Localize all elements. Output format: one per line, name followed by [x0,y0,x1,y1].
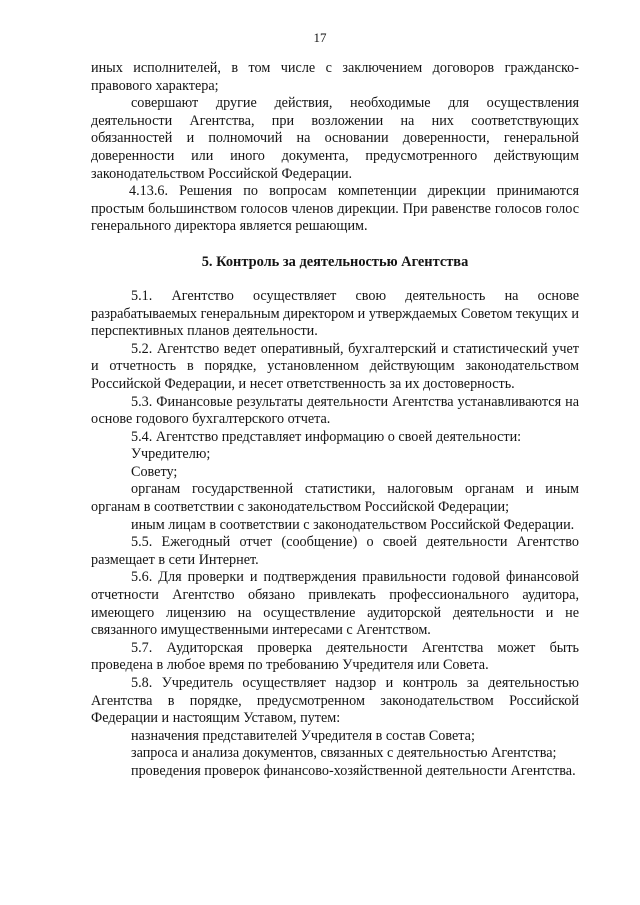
list-item-other-persons: иным лицам в соответствии с законодательством Российской Федерации. [131,516,575,533]
paragraph-5-5: 5.5. Ежегодный отчет (сообщение) о своей деятельности Агентство размещает в сети Интернет. [91,534,579,568]
list-item-founder: Учредителю; [131,446,211,463]
list-item-council: Совету; [131,463,178,480]
list-item-request-documents: запроса и анализа документов, связанных с деятельностью Агентства; [131,745,557,762]
list-item-statistics-bodies: органам государственной статистики, налоговым органам и иным органам в соответствии с законодательством Российской Федерации; [91,481,579,516]
paragraph-4-13-6: 4.13.6. Решения по вопросам компетенции дирекции принимаются простым большинством голосов членов дирекции. При равенстве голосов голос генерального директора является решающим. [91,183,579,235]
list-item-appoint-representatives: назначения представителей Учредителя в состав Совета; [131,727,475,744]
paragraph-5-4: 5.4. Агентство представляет информацию о своей деятельности: [131,428,522,445]
document-body [91,60,579,781]
paragraph-5-3: 5.3. Финансовые результаты деятельности Агентства устанавливаются на основе годового бухгалтерского отчета. [91,393,579,428]
paragraph-continuation: иных исполнителей, в том числе с заключением договоров гражданско-правового характера; [91,60,579,94]
section-heading-5: 5. Контроль за деятельностью Агентства [201,253,469,270]
paragraph-5-2: 5.2. Агентство ведет оперативный, бухгалтерский и статистический учет и отчетность в порядке, установленном действующим законодательством Российской Федерации, и несет ответственность за их достоверность. [91,340,579,392]
paragraph-5-8: 5.8. Учредитель осуществляет надзор и контроль за деятельностью Агентства в порядке, предусмотренном законодательством Российской Федерации и настоящим Уставом, путем: [91,675,579,727]
page-number: 17 [313,30,327,45]
list-item-audits: проведения проверок финансово-хозяйственной деятельности Агентства. [131,762,576,779]
paragraph-5-1: 5.1. Агентство осуществляет свою деятельность на основе разрабатываемых генеральным директором и утверждаемых Советом текущих и перспективных планов деятельности. [91,287,579,340]
paragraph-other-actions: совершают другие действия, необходимые для осуществления деятельности Агентства, при возложении на них соответствующих обязанностей и полномочий на основании доверенности, генеральной доверенности или иного документа, предусмотренного действующим законодательством Российской Федерации. [91,95,579,182]
paragraph-5-7: 5.7. Аудиторская проверка деятельности Агентства может быть проведена в любое время по требованию Учредителя или Совета. [91,639,579,674]
paragraph-5-6: 5.6. Для проверки и подтверждения правильности годовой финансовой отчетности Агентство обязано привлекать профессионального аудитора, имеющего лицензию на осуществление аудиторской деятельности и не связанного имущественными интересами с Агентством. [91,569,579,639]
